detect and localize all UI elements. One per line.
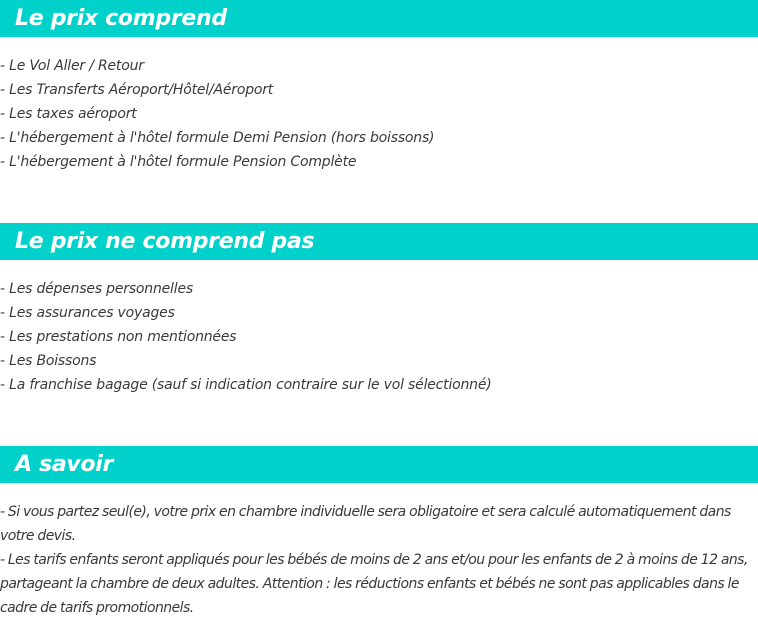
list-item: - Les assurances voyages [0,305,175,321]
included-list [0,54,758,174]
list-item: - L'hébergement à l'hôtel formule Pension Complète [0,154,357,170]
section-header-not-included: Le prix ne comprend pas [0,223,758,260]
list-item: - Les taxes aéroport [0,106,137,122]
section-header-good-to-know: A savoir [0,446,758,483]
list-item: - Les Boissons [0,353,97,369]
info-paragraph: - Les tarifs enfants seront appliqués pour les bébés de moins de 2 ans et/ou pour les enfants de 2 à moins de 12 ans, partageant la chambre de deux adultes. Attention : les réductions enfants et bébés ne sont pas applicables dans le cadre de tarifs promotionnels. [0,552,748,616]
list-item: - L'hébergement à l'hôtel formule Demi Pension (hors boissons) [0,130,435,146]
good-to-know-content [0,500,758,620]
list-item: - Les prestations non mentionnées [0,329,237,345]
section-not-included [0,223,758,397]
section-included [0,0,758,174]
section-header-included: Le prix comprend [0,0,758,37]
section-good-to-know [0,446,758,620]
list-item: - Les dépenses personnelles [0,281,193,297]
list-item: - Le Vol Aller / Retour [0,58,144,74]
not-included-list [0,277,758,397]
info-paragraph: - Si vous partez seul(e), votre prix en chambre individuelle sera obligatoire et sera calculé automatiquement dans votre devis. [0,504,731,544]
list-item: - Les Transferts Aéroport/Hôtel/Aéroport [0,82,274,98]
list-item: - La franchise bagage (sauf si indication contraire sur le vol sélectionné) [0,377,492,393]
